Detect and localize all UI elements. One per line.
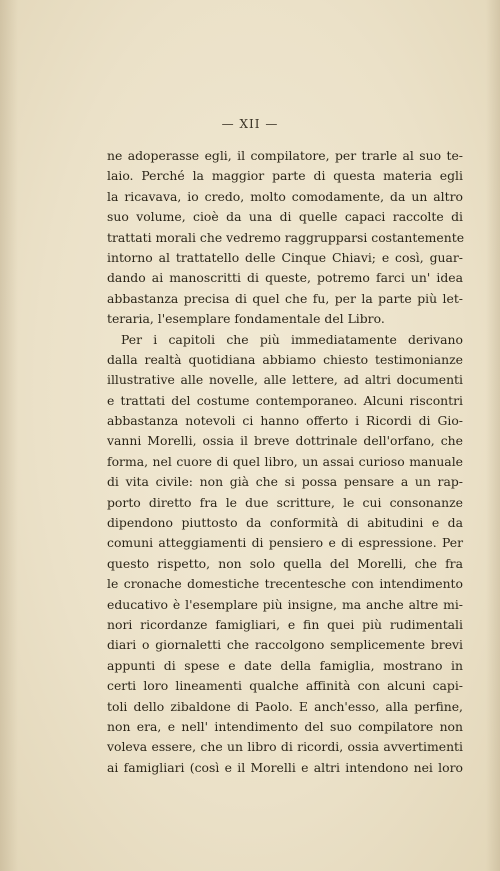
text-line: abbastanza precisa di quel che fu, per la parte più let- [107, 290, 463, 306]
text-line: illustrative alle novelle, alle lettere, ad altri documenti [107, 372, 463, 388]
text-line: dipendono piuttosto da conformità di abitudini e da [107, 515, 463, 531]
text-line: dando ai manoscritti di queste, potremo farci un' idea [107, 270, 463, 286]
text-line: laio. Perché la maggior parte di questa materia egli [107, 168, 463, 184]
text-line: di vita civile: non già che si possa pensare a un rap- [107, 474, 463, 490]
text-line: certi loro lineamenti qualche affinità con alcuni capi- [107, 678, 463, 694]
text-line: nori ricordanze famigliari, e fin quei più rudimentali [107, 616, 463, 632]
text-line: la ricavava, io credo, molto comodamente, da un altro [107, 188, 463, 204]
text-line: questo rispetto, non solo quella del Morelli, che fra [107, 555, 463, 571]
text-line: e trattati del costume contemporaneo. Alcuni riscontri [107, 392, 463, 408]
text-line: trattati morali che vedremo raggrupparsi costantemente [107, 229, 465, 245]
text-line: diari o giornaletti che raccolgono semplicemente brevi [107, 637, 463, 653]
text-line: ai famigliari (così e il Morelli e altri intendono nei loro [107, 759, 463, 775]
text-line: appunti di spese e date della famiglia, mostrano in [107, 657, 463, 673]
text-line: comuni atteggiamenti di pensiero e di espressione. Per [107, 535, 463, 551]
text-line: Per i capitoli che più immediatamente derivano [121, 331, 463, 347]
page-number: — XII — [221, 117, 279, 131]
text-line: porto diretto fra le due scritture, le cui consonanze [107, 494, 463, 510]
text-line: non era, e nell' intendimento del suo compilatore non [107, 718, 463, 734]
text-line: le cronache domestiche trecentesche con intendimento [107, 576, 463, 592]
text-line: ne adoperasse egli, il compilatore, per trarle al suo te- [107, 148, 463, 163]
text-line: forma, nel cuore di quel libro, un assai curioso manuale [107, 453, 463, 469]
text-line: voleva essere, che un libro di ricordi, ossia avvertimenti [107, 739, 463, 755]
text-line: dalla realtà quotidiana abbiamo chiesto testimonianze [107, 351, 463, 367]
text-line: suo volume, cioè da una di quelle capaci raccolte di [107, 209, 463, 225]
text-line: abbastanza notevoli ci hanno offerto i Ricordi di Gio- [107, 413, 463, 429]
body-text [107, 146, 463, 778]
text-line: intorno al trattatello delle Cinque Chiavi; e così, guar- [107, 249, 463, 265]
text-line: vanni Morelli, ossia il breve dottrinale dell'orfano, che [107, 433, 463, 449]
text-line: teraria, l'esemplare fondamentale del Libro. [107, 311, 385, 327]
text-line: toli dello zibaldone di Paolo. E anch'esso, alla perfine, [107, 698, 463, 714]
text-line: educativo è l'esemplare più insigne, ma anche altre mi- [107, 596, 463, 612]
